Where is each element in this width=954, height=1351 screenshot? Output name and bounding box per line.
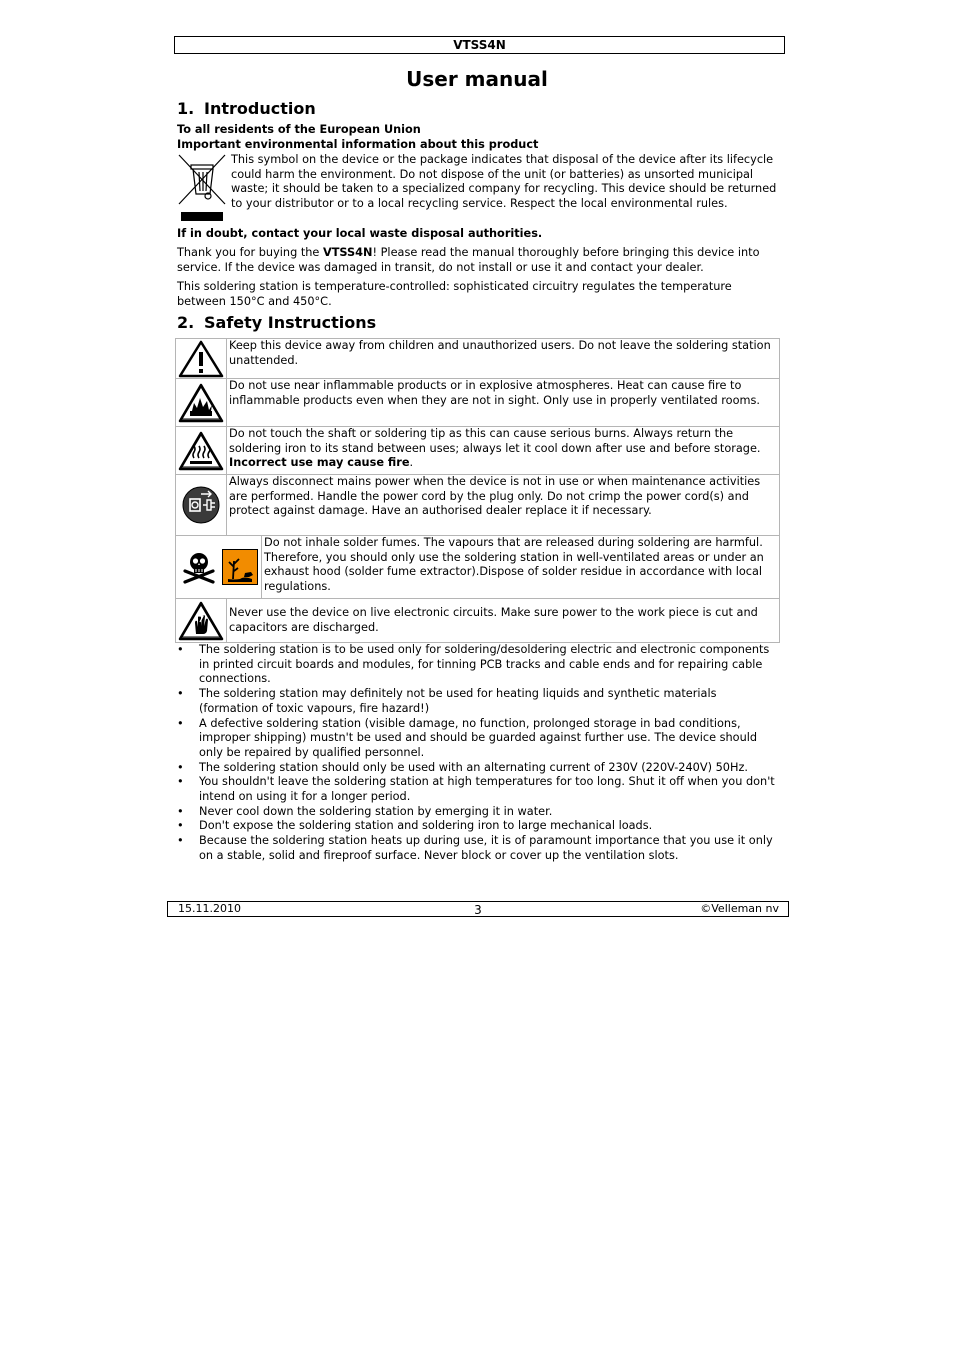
safety-icon-cell [176,427,227,475]
bullet-dot: • [177,819,184,833]
thanks-pre: Thank you for buying the [177,246,323,259]
list-item [177,687,777,716]
temperature-paragraph: This soldering station is temperature-controlled: sophisticated circuitry regulates the temperature between 150°C and 450°C. [177,280,732,308]
safety-icon-cell [176,475,227,536]
doubt-line: If in doubt, contact your local waste disposal authorities. [177,227,543,240]
safety-icon-cell [176,339,227,379]
safety-double-icon-row [176,536,780,599]
environment-hazard-icon [222,549,258,585]
crossed-bin-icon [178,154,226,224]
thanks-post: ! Please read the manual thoroughly before bringing this device into service. If the device was damaged in transit, do not install or use it and contact your dealer. [177,246,760,274]
list-item [177,643,777,687]
thanks-model: VTSS4N [322,246,373,259]
bullet-dot: • [177,760,184,774]
safety-text-cell: Keep this device away from children and unauthorized users. Do not leave the soldering station unattended. [227,339,780,379]
list-item [177,819,777,834]
page-footer [167,901,789,917]
safety-text-cell: Do not inhale solder fumes. The vapours that are released during soldering are harmful. Therefore, you should only use the soldering station in well-ventilated areas or under an exhaust hood (solder fume extractor).Dispose of solder residue in accordance with local regulations. [264,536,764,594]
section-number: 1. [177,99,195,118]
list-item-text: Never cool down the soldering station by emerging it in water. [199,804,553,818]
list-item-text: The soldering station should only be used with an alternating current of 230V (220V-240V) 50Hz. [199,760,748,774]
safety-table [175,338,780,643]
toxic-skull-icon [182,550,216,584]
page-title: User manual [406,67,548,91]
list-item-text: Because the soldering station heats up during use, it is of paramount importance that you use it only on a stable, solid and fireproof surface. Never block or cover up the ventilation slots. [199,834,773,862]
list-item-text: The soldering station may definitely not be used for heating liquids and synthetic materials (formation of toxic vapours, fire hazard!) [199,687,717,715]
section-introduction-heading [177,99,316,119]
list-item [177,834,777,863]
safety-row [176,475,780,536]
safety-icon-cell [176,536,262,598]
safety-text-cell: Always disconnect mains power when the device is not in use or when maintenance activities are performed. Handle the power cord by the plug only. Do not crimp the power cord(s) and protect against damage. Have an authorised dealer replace it if necessary. [227,475,780,536]
safety-row [176,379,780,427]
safety-bullet-list [177,643,777,864]
safety-row [176,427,780,475]
footer-page-number: 3 [474,903,482,917]
section-number: 2. [177,313,195,332]
safety-icon-cell [176,379,227,427]
header-model: VTSS4N [174,36,785,54]
thanks-paragraph [177,246,777,275]
safety-icon-cell [176,599,227,643]
section-safety-heading [177,313,376,333]
list-item-text: A defective soldering station (visible damage, no function, prolonged storage in bad conditions, improper shipping) mustn't be used and should be guarded against further use. The device should only be repaired by qualified personnel. [199,716,758,759]
list-item-text: You shouldn't leave the soldering station at high temperatures for too long. Shut it off when you don't intend on using it for a longer period. [199,775,775,804]
safety-text-cell [227,427,780,475]
safety-row [176,599,780,643]
weee-description: This symbol on the device or the package indicates that disposal of the device after its lifecycle could harm the environment. Do not dispose of the unit (or batteries) as unsorted municipal waste; it should be taken to a specialized company for recycling. This device should be returned to your distributor or to a local recycling service. Respect the local environmental rules. [231,153,777,211]
list-item [177,775,777,804]
bullet-dot: • [177,716,184,730]
bullet-dot: • [177,687,184,701]
footer-date: 15.11.2010 [178,902,241,915]
bullet-dot: • [177,775,184,789]
list-item [177,805,777,820]
bullet-dot: • [177,643,184,656]
explosion-hazard-icon [178,383,224,423]
warning-exclamation-icon [178,340,224,378]
list-item-text: Don't expose the soldering station and soldering iron to large mechanical loads. [199,819,653,833]
eu-line: To all residents of the European Union [177,123,421,136]
safety-row [176,536,780,599]
bullet-dot: • [177,804,184,818]
section-title: Introduction [204,99,316,118]
list-item [177,761,777,776]
section-title: Safety Instructions [204,313,377,332]
safety-text-tail: . [409,456,414,470]
safety-text-bold: Incorrect use may cause fire [229,456,410,470]
footer-copyright: ©Velleman nv [700,902,779,915]
electric-shock-icon [178,601,224,641]
hot-surface-icon [178,431,224,471]
disconnect-plug-icon [181,485,221,525]
env-line: Important environmental information about this product [177,138,539,151]
list-item-text: The soldering station is to be used only for soldering/desoldering electric and electronic components in printed circuit boards and modules, for tinning PCB tracks and cable ends and for repairing cable connections. [199,643,770,686]
safety-text-cell: Never use the device on live electronic circuits. Make sure power to the work piece is cut and capacitors are discharged. [227,599,780,643]
safety-text-cell: Do not use near inflammable products or in explosive atmospheres. Heat can cause fire to inflammable products even when they are not in sight. Only use in properly ventilated rooms. [227,379,780,427]
safety-row [176,339,780,379]
list-item [177,717,777,761]
safety-text: Do not touch the shaft or soldering tip as this can cause serious burns. Always return the soldering iron to its stand between uses; always let it cool down after use and before storage. [229,427,761,455]
bullet-dot: • [177,834,184,848]
